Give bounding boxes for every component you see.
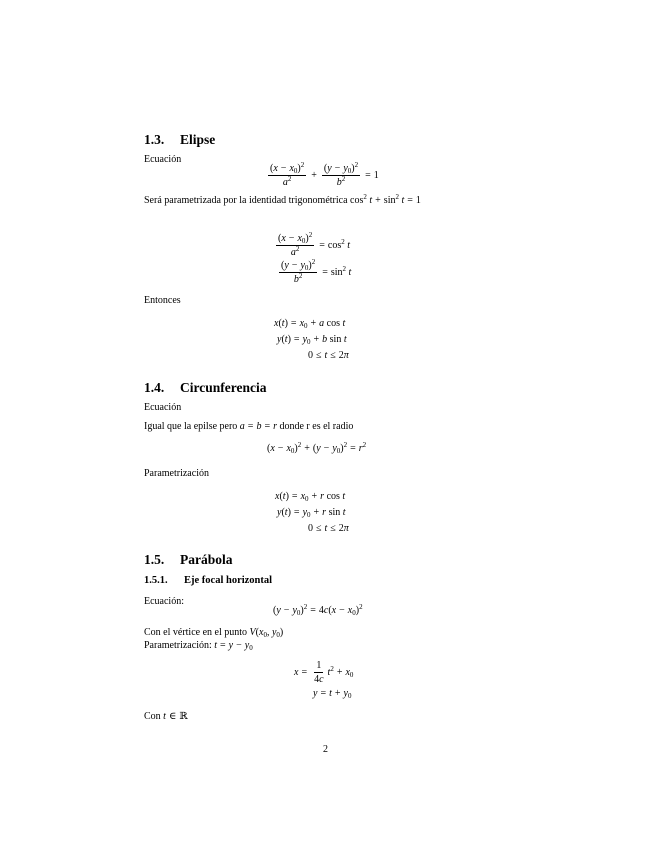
section-number: 1.5. [144, 552, 165, 567]
equation-xt-elipse: $x(t) = x_0 + a$ cos t [274, 318, 346, 330]
paragraph-text: Será parametrizada por la identidad trigonométrica [144, 195, 348, 206]
equation-circunferencia: $(x - x_0)^2 + (y - y_0)^2 = r^2$ [267, 441, 367, 455]
section-title: Circunferencia [180, 380, 267, 395]
section-heading-circunferencia [144, 380, 266, 396]
label-parametrizacion-circunferencia: Parametrización [144, 468, 209, 479]
section-number: 1.3. [144, 132, 165, 147]
label-ecuacion-parabola: Ecuación: [144, 596, 184, 607]
equation-elipse: $\frac{(x - x_0)^2}{a^2}$ + $\frac{(y - y_0)^2}{b^2}$ = 1 [270, 161, 379, 188]
paragraph-text: Parametrización: [144, 640, 212, 651]
equation-cos2: $\frac{(x - x_0)^2}{a^2}$ = $\cos^2 t$ [278, 231, 350, 258]
equation-yt-elipse: $y(t) = y_0 + b$ sin t [277, 334, 347, 346]
equation-sin2: $\frac{(y - y_0)^2}{b^2}$ = $\sin^2 t$ [281, 258, 352, 285]
equation-x-parabola: x = $\frac{1}{4c}$ $t^2 + x_0$ [294, 660, 354, 685]
section-heading-parabola [144, 552, 233, 568]
equation-yt-circ: $y(t) = y_0 + r$ sin t [277, 507, 346, 519]
equation-xt-circ: $x(t) = x_0 + r$ cos t [275, 491, 346, 503]
paragraph-text: Igual que la epilse pero [144, 421, 238, 432]
label-entonces: Entonces [144, 295, 181, 306]
equation-y-parabola: $y = t + y_0$ [313, 688, 352, 700]
subsection-heading-eje-focal [144, 575, 272, 586]
paragraph-con-t: Con t ∈ ℝ [144, 711, 188, 722]
page-number: 2 [323, 744, 328, 755]
paragraph-vertice: Con el vértice en el punto $V(x_0$, $y_0$) [144, 627, 284, 639]
section-title: Parábola [180, 552, 233, 567]
section-title: Elipse [180, 132, 216, 147]
equation-range-circ: 0 ≤ t ≤ 2π [308, 523, 349, 534]
paragraph-text: Con [144, 711, 161, 722]
label-ecuacion-circunferencia: Ecuación [144, 402, 182, 413]
paragraph-igual: Igual que la epilse pero a = b = r donde r es el radio [144, 421, 354, 432]
subsection-title: Eje focal horizontal [184, 575, 273, 586]
equation-range-elipse: 0 ≤ t ≤ 2π [308, 350, 349, 361]
section-number: 1.4. [144, 380, 165, 395]
label-ecuacion-elipse: Ecuación [144, 154, 182, 165]
paragraph-text: Con el vértice en el punto [144, 627, 248, 638]
equation-parabola: $(y - y_0)^2 = 4c(x - x_0)^2$ [273, 603, 363, 617]
paragraph-parametrizada: Será parametrizada por la identidad trigonométrica $\cos^2 t + \sin^2 t = 1$ [144, 193, 421, 206]
paragraph-text: donde r es el radio [279, 421, 354, 432]
paragraph-parametrizacion-parabola: Parametrización: $t = y - y_0$ [144, 640, 253, 652]
section-heading-elipse [144, 132, 215, 148]
subsection-number: 1.5.1. [144, 575, 168, 586]
